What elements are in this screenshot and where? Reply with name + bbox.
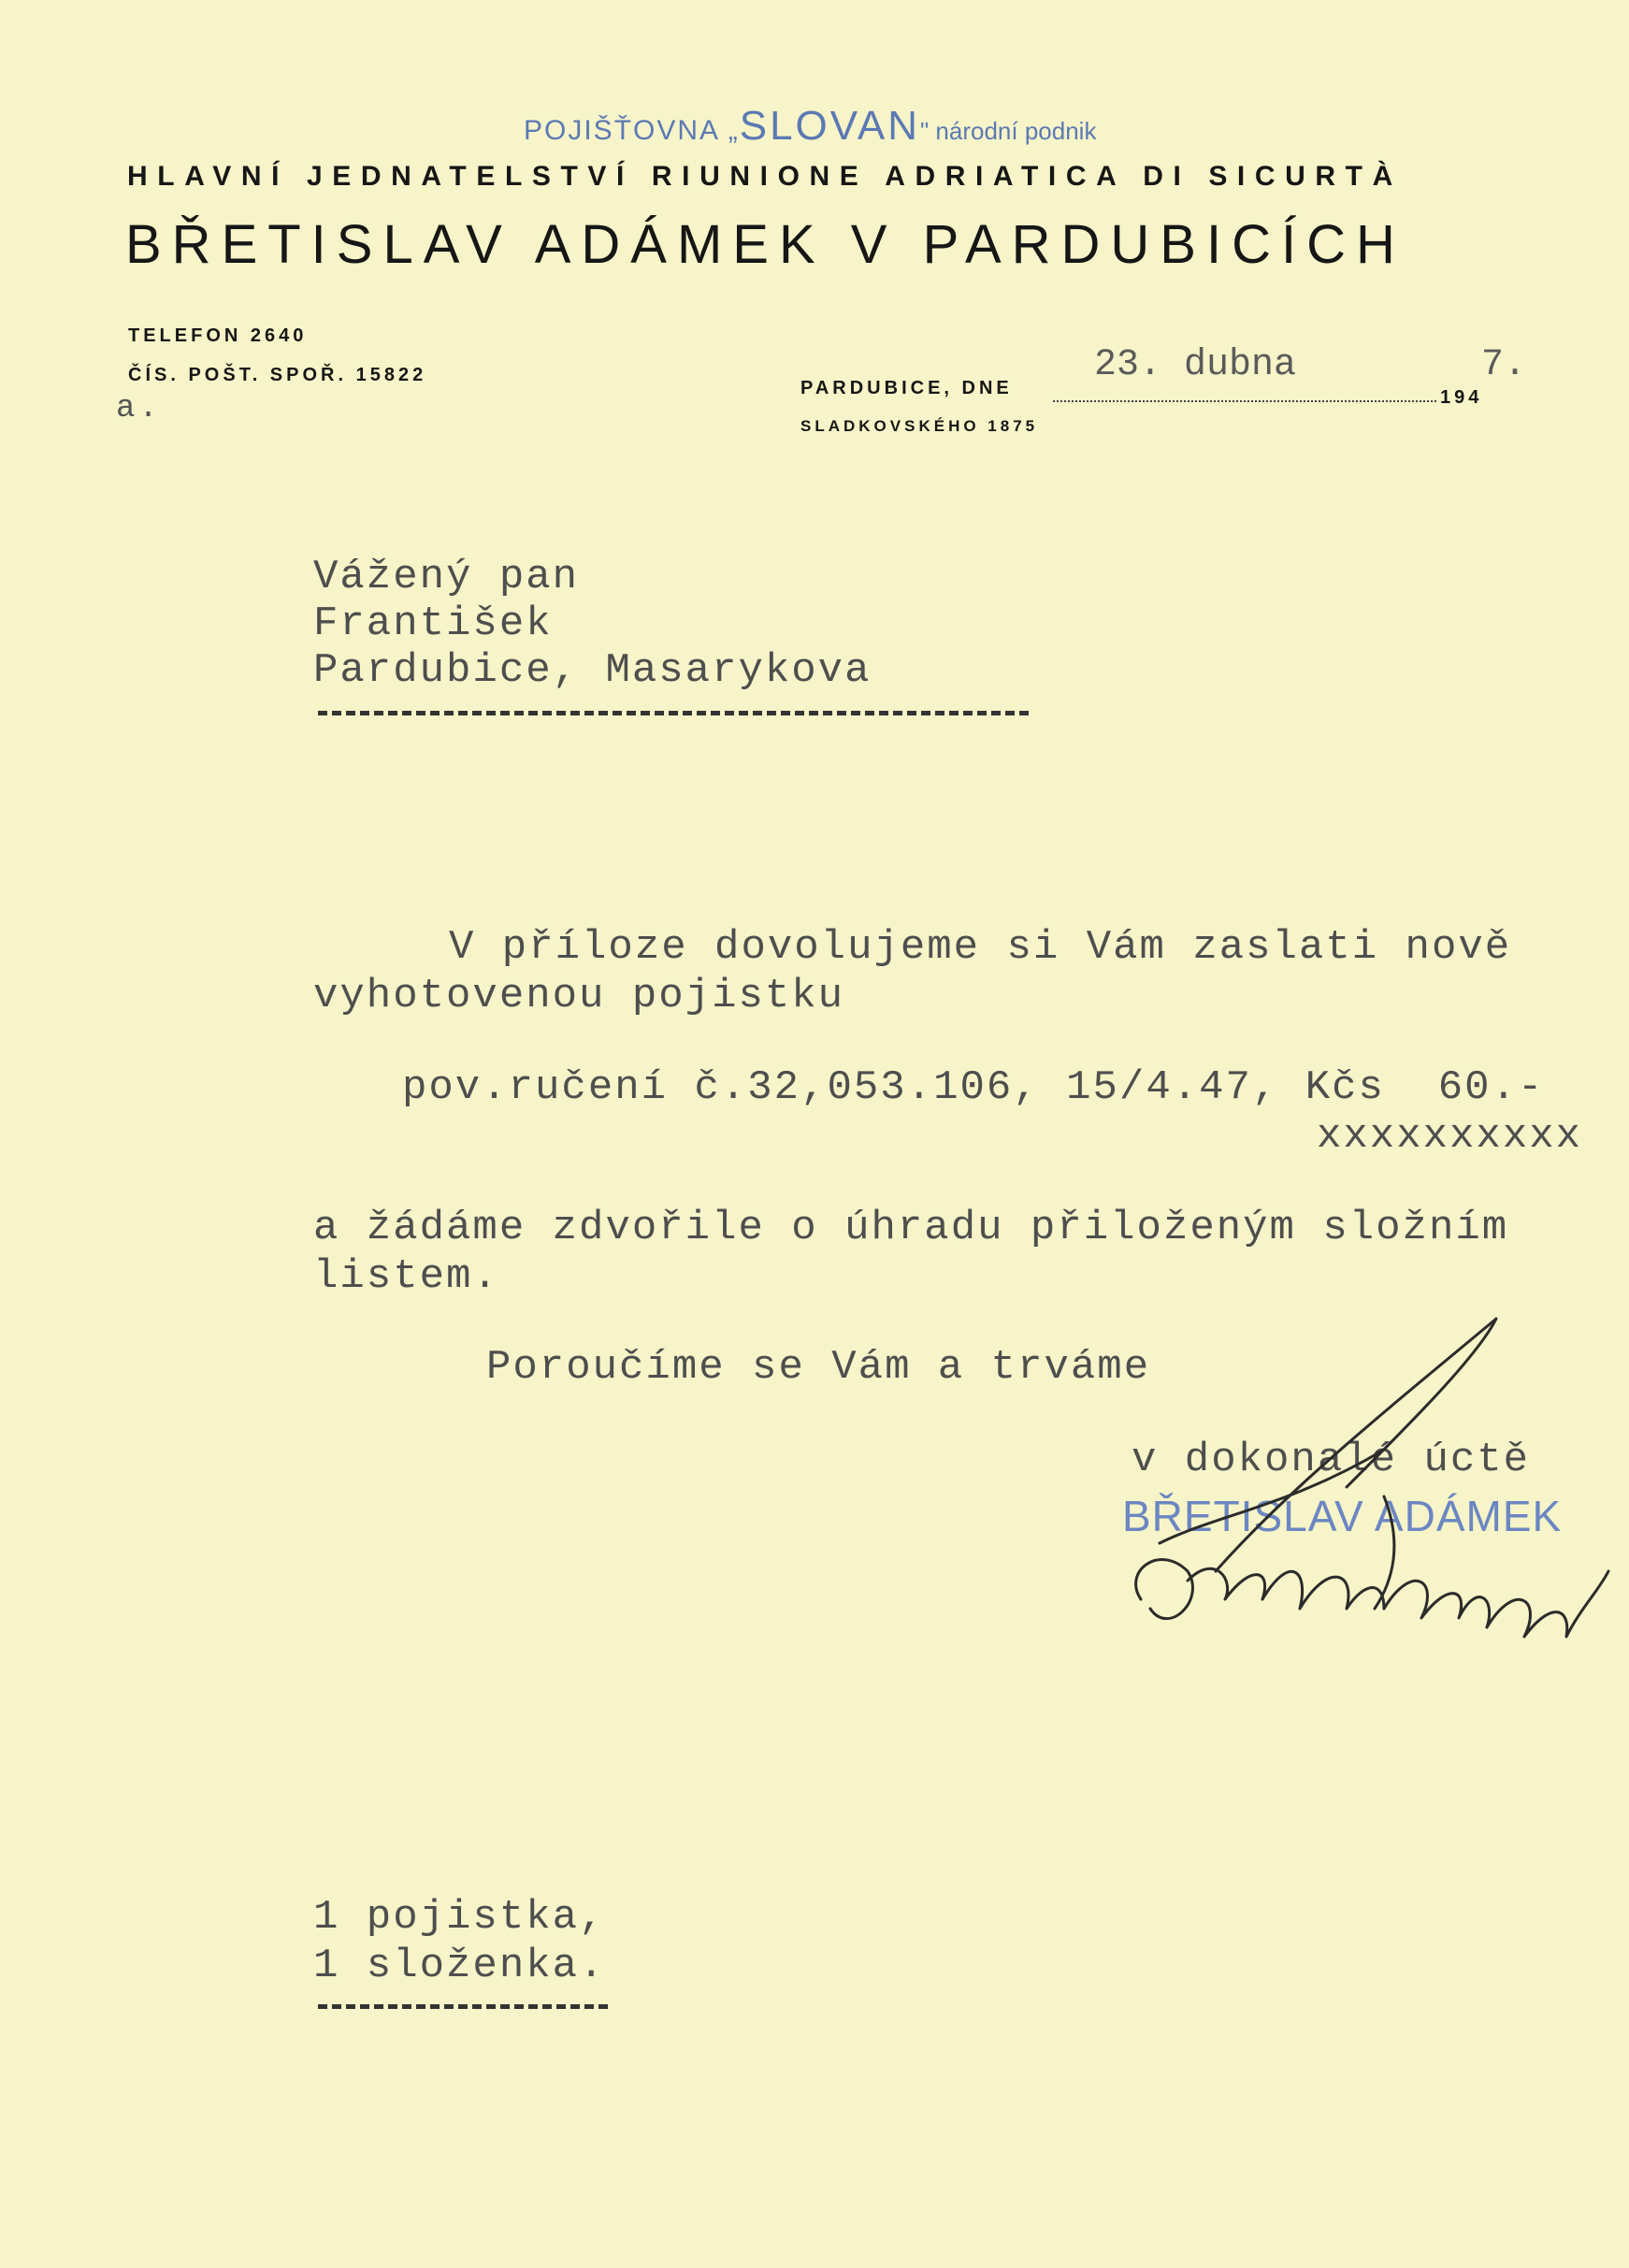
amount-underline: xxxxxxxxxx: [1317, 1113, 1583, 1160]
enclosure-item: 1 pojistka,: [313, 1894, 606, 1941]
policy-line: pov.ručení č.32,053.106, 15/4.47, Kčs 60.-: [402, 1064, 1545, 1111]
date-year-digit: 7.: [1481, 344, 1527, 386]
letterhead-owner: BŘETISLAV ADÁMEK V PARDUBICÍCH: [125, 214, 1406, 275]
place-label: PARDUBICE, DNE: [800, 378, 1013, 398]
regards-line: v dokonalé úctě: [1132, 1437, 1531, 1483]
handwritten-signature: [1103, 1300, 1627, 1693]
recipient-address: Pardubice, Masarykova: [313, 647, 872, 694]
agency-line: HLAVNÍ JEDNATELSTVÍ RIUNIONE ADRIATICA DI SICURTÀ: [127, 161, 1403, 192]
closing-line: Poroučíme se Vám a trváme: [486, 1344, 1151, 1391]
phone-number: TELEFON 2640: [128, 325, 308, 346]
enclosures-rule: [318, 2004, 608, 2009]
signature-stamp: BŘETISLAV ADÁMEK: [1122, 1492, 1563, 1540]
date-dotted-line: [1053, 400, 1436, 402]
sender-address: SLADKOVSKÉHO 1875: [800, 417, 1039, 435]
body-paragraph2-line1: a žádáme zdvořile o úhradu přiloženým složním: [313, 1205, 1509, 1251]
insurer-name: POJIŠŤOVNA „SLOVAN" národní podnik: [524, 103, 1097, 149]
savings-account: ČÍS. POŠT. SPOŘ. 15822: [128, 365, 427, 385]
date-day-month: 23. dubna: [1094, 344, 1297, 386]
recipient-salutation: Vážený pan: [313, 554, 580, 600]
date-year-prefix: 194: [1440, 387, 1483, 408]
body-paragraph2-line2: listem.: [313, 1253, 499, 1300]
recipient-name: František: [313, 600, 553, 647]
body-paragraph1-line2: vyhotovenou pojistku: [313, 973, 845, 1019]
enclosure-item: 1 složenka.: [313, 1943, 606, 1989]
typist-initial: a.: [116, 391, 162, 426]
body-paragraph1-line1: V příloze dovolujeme si Vám zaslati nově: [449, 924, 1512, 971]
recipient-rule: [318, 711, 1029, 715]
